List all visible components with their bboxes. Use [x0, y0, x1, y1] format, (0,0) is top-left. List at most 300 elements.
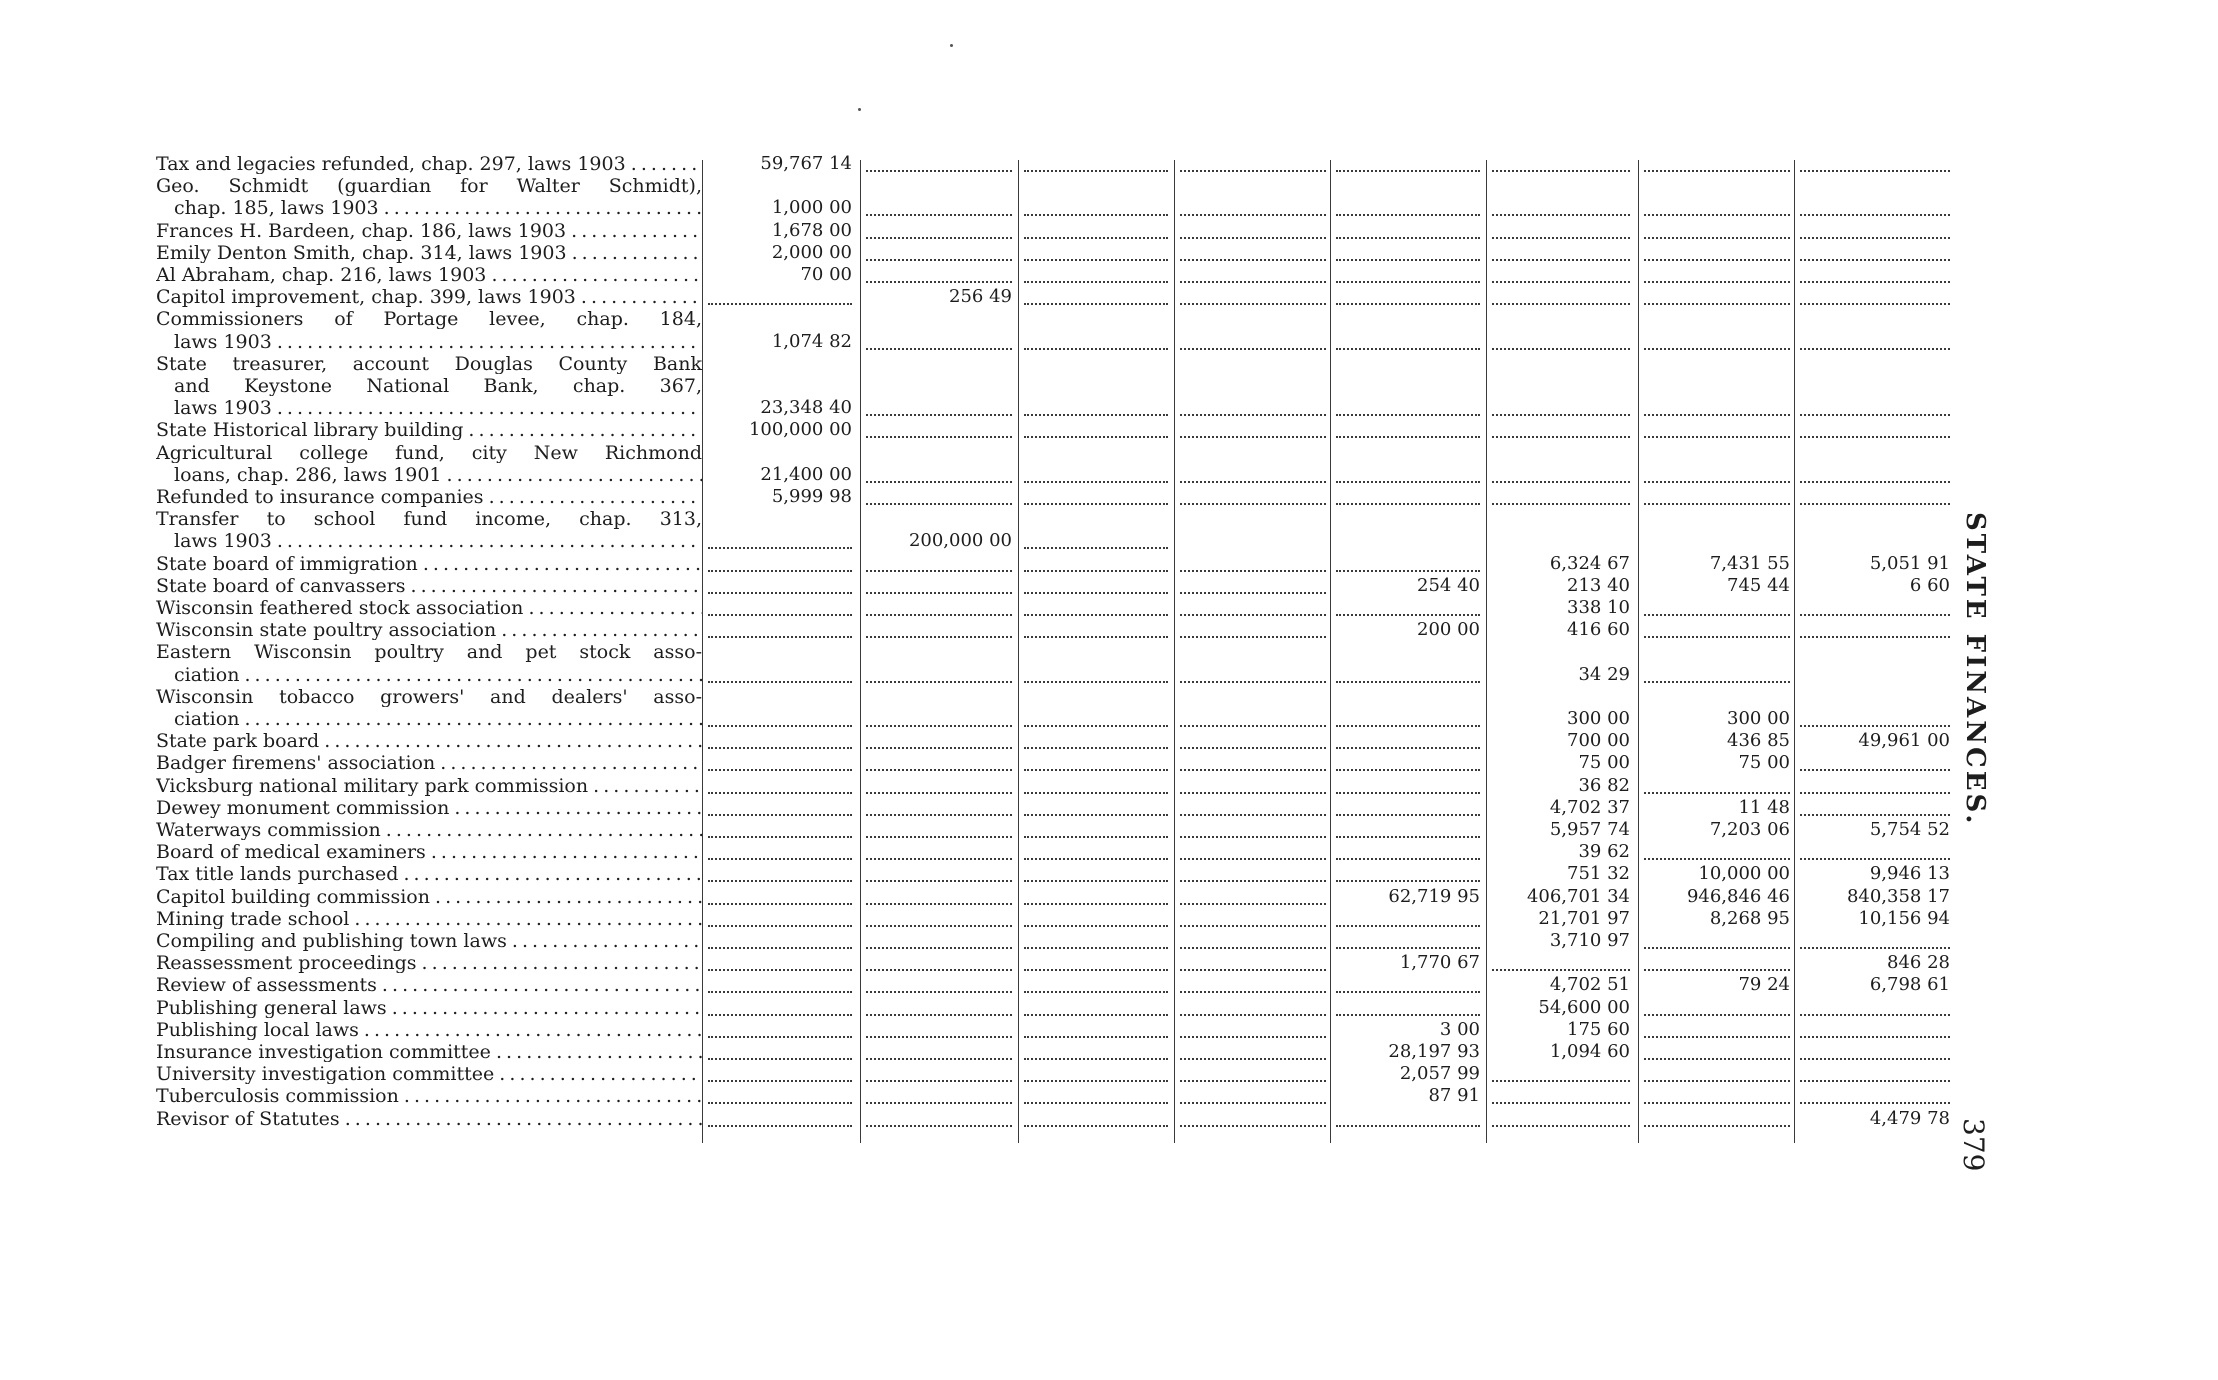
leader-dots: [866, 1070, 1012, 1082]
leader-dots: [1024, 1004, 1168, 1016]
amount-cell: 1,770 67: [1399, 953, 1480, 974]
print-speck: [858, 108, 861, 111]
leader-dots: [708, 759, 852, 771]
row-label: Frances H. Bardeen, chap. 186, laws 1903 . . .: [156, 221, 702, 241]
amount-cell: 200,000 00: [908, 531, 1012, 552]
leader-dots: [1336, 604, 1480, 616]
leader-dots: [708, 671, 852, 683]
leader-dots: [1180, 848, 1326, 860]
ledger-row-line: [0, 1086, 2218, 1106]
leader-dots: [1644, 1070, 1790, 1082]
leader-dots: [1492, 404, 1630, 416]
leader-dots: [1024, 915, 1168, 927]
print-speck: [950, 44, 953, 47]
leader-dots: [1180, 426, 1326, 438]
ledger-row-line: [0, 221, 2218, 241]
ledger-row-line: [0, 1109, 2218, 1129]
amount-cell: 21,701 97: [1538, 908, 1630, 929]
amount-cell: 49,961 00: [1858, 731, 1950, 752]
ledger-row-line: [0, 1020, 2218, 1040]
amount-cell: 21,400 00: [760, 464, 852, 485]
ledger-row-line: [0, 864, 2218, 884]
ledger-row-line: [0, 998, 2218, 1018]
leader-dots: [708, 848, 852, 860]
ledger-row-line: [0, 820, 2218, 840]
amount-cell: 1,094 60: [1549, 1042, 1630, 1062]
leader-dots: [866, 804, 1012, 816]
leader-dots: [1180, 271, 1326, 283]
leader-dots: [1644, 626, 1790, 638]
leader-dots: [1336, 671, 1480, 683]
leader-dots: [1024, 1048, 1168, 1060]
leader-dots: [866, 937, 1012, 949]
amount-cell: 1,678 00: [771, 220, 852, 241]
column-rule: [1794, 160, 1795, 1143]
leader-dots: [1336, 160, 1480, 172]
leader-dots: [1180, 293, 1326, 305]
leader-dots: [1180, 737, 1326, 749]
leader-dots: [1800, 471, 1950, 483]
leader-dots: [708, 1026, 852, 1038]
leader-dots: [708, 826, 852, 838]
amount-cell: 946,846 46: [1686, 886, 1790, 907]
leader-dots: [1336, 560, 1480, 572]
leader-dots: [1180, 937, 1326, 949]
amount-cell: 4,702 37: [1549, 797, 1630, 818]
amount-cell: 4,479 78: [1869, 1108, 1950, 1129]
amount-cell: 8,268 95: [1709, 908, 1790, 929]
row-label: Insurance investigation committee . . .: [156, 1042, 702, 1062]
leader-dots: [1644, 782, 1790, 794]
ledger-row-line: [0, 909, 2218, 929]
row-label: Wisconsin tobacco growers' and dealers' asso-: [156, 686, 702, 707]
leader-dots: [1800, 271, 1950, 283]
leader-dots: [1336, 782, 1480, 794]
leader-dots: [708, 870, 852, 882]
leader-dots: [1180, 893, 1326, 905]
leader-dots: [1024, 1026, 1168, 1038]
leader-dots: [1800, 404, 1950, 416]
leader-dots: [708, 981, 852, 993]
leader-dots: [708, 937, 852, 949]
amount-cell: 34 29: [1578, 664, 1630, 685]
leader-dots: [1024, 249, 1168, 261]
amount-cell: 54,600 00: [1538, 997, 1630, 1018]
leader-dots: [1180, 1070, 1326, 1082]
leader-dots: [1180, 1004, 1326, 1016]
leader-dots: [1180, 782, 1326, 794]
ledger-row-line: [0, 265, 2218, 285]
leader-dots: [1644, 1026, 1790, 1038]
ledger-row-line: [0, 554, 2218, 574]
leader-dots: [708, 1004, 852, 1016]
leader-dots: [1180, 715, 1326, 727]
amount-cell: 6 60: [1909, 575, 1950, 596]
amount-cell: 11 48: [1738, 797, 1790, 818]
amount-cell: 10,156 94: [1858, 908, 1950, 929]
leader-dots: [1336, 293, 1480, 305]
leader-dots: [1024, 804, 1168, 816]
leader-dots: [866, 1004, 1012, 1016]
leader-dots: [1644, 1115, 1790, 1127]
amount-cell: 7,203 06: [1709, 820, 1790, 840]
leader-dots: [1492, 338, 1630, 350]
row-label: laws 1903 . . .: [174, 332, 702, 352]
ledger-row-line: [0, 598, 2218, 618]
leader-dots: [1336, 204, 1480, 216]
leader-dots: [1800, 804, 1950, 816]
amount-cell: 745 44: [1727, 575, 1790, 596]
row-label: Tuberculosis commission . . .: [156, 1086, 702, 1106]
leader-dots: [1644, 293, 1790, 305]
leader-dots: [866, 626, 1012, 638]
row-label: Agricultural college fund, city New Richmond: [156, 442, 702, 463]
leader-dots: [866, 160, 1012, 172]
amount-cell: 2,000 00: [771, 242, 852, 263]
leader-dots: [1800, 1004, 1950, 1016]
leader-dots: [1180, 227, 1326, 239]
amount-cell: 846 28: [1887, 953, 1950, 974]
leader-dots: [866, 1048, 1012, 1060]
ledger-row-line: [0, 975, 2218, 995]
leader-dots: [1336, 227, 1480, 239]
leader-dots: [1492, 271, 1630, 283]
leader-dots: [866, 915, 1012, 927]
leader-dots: [1024, 160, 1168, 172]
leader-dots: [866, 826, 1012, 838]
leader-dots: [1800, 1048, 1950, 1060]
leader-dots: [1024, 560, 1168, 572]
ledger-row-line: [0, 376, 2218, 396]
row-label: ciation . . .: [174, 665, 702, 685]
leader-dots: [1180, 870, 1326, 882]
leader-dots: [1180, 604, 1326, 616]
row-label: Eastern Wisconsin poultry and pet stock asso-: [156, 642, 702, 663]
leader-dots: [1800, 715, 1950, 727]
leader-dots: [1492, 426, 1630, 438]
leader-dots: [866, 204, 1012, 216]
empty-cell: [1644, 531, 1790, 551]
leader-dots: [1800, 937, 1950, 949]
leader-dots: [866, 782, 1012, 794]
leader-dots: [1800, 338, 1950, 350]
row-label: Review of assessments . . .: [156, 975, 702, 995]
leader-dots: [1336, 249, 1480, 261]
row-label: Capitol building commission . . .: [156, 887, 702, 907]
leader-dots: [1492, 1092, 1630, 1104]
leader-dots: [1644, 1004, 1790, 1016]
column-rule: [1018, 160, 1019, 1143]
page-number: 379: [1957, 1118, 1990, 1172]
amount-cell: 751 32: [1567, 864, 1630, 885]
leader-dots: [866, 426, 1012, 438]
leader-dots: [1180, 204, 1326, 216]
leader-dots: [1492, 1070, 1630, 1082]
leader-dots: [1800, 1070, 1950, 1082]
amount-cell: 436 85: [1727, 731, 1790, 752]
amount-cell: 700 00: [1567, 731, 1630, 752]
leader-dots: [708, 626, 852, 638]
amount-cell: 100,000 00: [748, 420, 852, 441]
leader-dots: [1024, 227, 1168, 239]
amount-cell: 39 62: [1578, 842, 1630, 863]
leader-dots: [1800, 782, 1950, 794]
row-label: Wisconsin state poultry association . . .: [156, 620, 702, 640]
column-rule: [702, 160, 703, 1143]
leader-dots: [1492, 493, 1630, 505]
column-rule: [1486, 160, 1487, 1143]
leader-dots: [708, 804, 852, 816]
amount-cell: 256 49: [949, 287, 1012, 308]
ledger-row-line: [0, 509, 2218, 529]
row-label: Compiling and publishing town laws . . .: [156, 931, 702, 951]
ledger-row-line: [0, 776, 2218, 796]
amount-cell: 338 10: [1567, 598, 1630, 618]
leader-dots: [708, 1048, 852, 1060]
leader-dots: [1180, 959, 1326, 971]
leader-dots: [708, 560, 852, 572]
ledger-row-line: [0, 953, 2218, 973]
ledger-row-line: [0, 887, 2218, 907]
leader-dots: [1492, 471, 1630, 483]
leader-dots: [1492, 160, 1630, 172]
amount-cell: 254 40: [1417, 575, 1480, 596]
amount-cell: 1,000 00: [771, 198, 852, 219]
leader-dots: [866, 338, 1012, 350]
amount-cell: 406,701 34: [1526, 886, 1630, 907]
empty-cell: [1180, 531, 1326, 551]
column-rule: [1330, 160, 1331, 1143]
leader-dots: [1180, 804, 1326, 816]
amount-cell: 300 00: [1727, 709, 1790, 729]
leader-dots: [1180, 160, 1326, 172]
leader-dots: [1644, 404, 1790, 416]
leader-dots: [708, 737, 852, 749]
amount-cell: 3,710 97: [1549, 931, 1630, 951]
leader-dots: [866, 493, 1012, 505]
leader-dots: [866, 404, 1012, 416]
leader-dots: [1024, 1115, 1168, 1127]
ledger-row-line: [0, 1042, 2218, 1062]
leader-dots: [866, 981, 1012, 993]
amount-cell: 213 40: [1567, 575, 1630, 596]
leader-dots: [708, 715, 852, 727]
leader-dots: [1644, 227, 1790, 239]
ledger-row-line: [0, 798, 2218, 818]
leader-dots: [1644, 338, 1790, 350]
leader-dots: [866, 560, 1012, 572]
leader-dots: [1180, 1048, 1326, 1060]
row-label: Board of medical examiners . . .: [156, 842, 702, 862]
ledger-row-line: [0, 287, 2218, 307]
row-label: laws 1903 . . .: [174, 398, 702, 418]
leader-dots: [1644, 604, 1790, 616]
leader-dots: [1492, 227, 1630, 239]
empty-cell: [1336, 531, 1480, 551]
leader-dots: [1644, 426, 1790, 438]
leader-dots: [1180, 471, 1326, 483]
row-label: Al Abraham, chap. 216, laws 1903 . . .: [156, 265, 702, 285]
leader-dots: [1024, 426, 1168, 438]
leader-dots: [1024, 293, 1168, 305]
row-label: Tax title lands purchased . . .: [156, 864, 702, 884]
row-label: laws 1903 . . .: [174, 531, 702, 551]
leader-dots: [1024, 848, 1168, 860]
amount-cell: 175 60: [1567, 1019, 1630, 1040]
amount-cell: 6,798 61: [1869, 975, 1950, 996]
leader-dots: [866, 715, 1012, 727]
leader-dots: [1336, 404, 1480, 416]
leader-dots: [1336, 471, 1480, 483]
leader-dots: [708, 604, 852, 616]
row-label: Transfer to school fund income, chap. 313,: [156, 509, 702, 530]
leader-dots: [1336, 848, 1480, 860]
leader-dots: [866, 759, 1012, 771]
row-label: loans, chap. 286, laws 1901 . . .: [174, 465, 702, 485]
leader-dots: [708, 782, 852, 794]
amount-cell: 75 00: [1578, 753, 1630, 774]
leader-dots: [866, 848, 1012, 860]
column-rule: [860, 160, 861, 1143]
row-label: State park board . . .: [156, 731, 702, 751]
ledger-row-line: [0, 931, 2218, 951]
leader-dots: [1024, 937, 1168, 949]
row-label: Vicksburg national military park commission . . .: [156, 776, 702, 796]
amount-cell: 6,324 67: [1549, 553, 1630, 574]
ledger-row-line: [0, 687, 2218, 707]
leader-dots: [1492, 959, 1630, 971]
leader-dots: [1800, 426, 1950, 438]
leader-dots: [1024, 582, 1168, 594]
leader-dots: [1180, 826, 1326, 838]
ledger-row-line: [0, 576, 2218, 596]
amount-cell: 2,057 99: [1399, 1064, 1480, 1085]
leader-dots: [1336, 493, 1480, 505]
leader-dots: [1024, 870, 1168, 882]
amount-cell: 5,999 98: [771, 487, 852, 507]
ledger-row-line: [0, 398, 2218, 418]
amount-cell: 59,767 14: [760, 154, 852, 174]
row-label: chap. 185, laws 1903 . . .: [174, 198, 702, 218]
leader-dots: [1644, 271, 1790, 283]
leader-dots: [1024, 604, 1168, 616]
ledger-row-line: [0, 176, 2218, 196]
ledger-row-line: [0, 443, 2218, 463]
leader-dots: [1800, 227, 1950, 239]
leader-dots: [1336, 1115, 1480, 1127]
leader-dots: [1180, 404, 1326, 416]
leader-dots: [1644, 160, 1790, 172]
leader-dots: [708, 915, 852, 927]
row-label: State treasurer, account Douglas County Bank: [156, 353, 702, 374]
leader-dots: [866, 1026, 1012, 1038]
row-label: ciation . . .: [174, 709, 702, 729]
leader-dots: [1024, 826, 1168, 838]
leader-dots: [708, 1115, 852, 1127]
row-label: Reassessment proceedings . . .: [156, 953, 702, 973]
ledger-row-line: [0, 731, 2218, 751]
leader-dots: [1644, 204, 1790, 216]
leader-dots: [1644, 471, 1790, 483]
empty-cell: [1800, 665, 1950, 685]
row-label: Geo. Schmidt (guardian for Walter Schmidt),: [156, 176, 702, 197]
amount-cell: 5,957 74: [1549, 820, 1630, 840]
leader-dots: [1336, 271, 1480, 283]
leader-dots: [1644, 848, 1790, 860]
leader-dots: [1024, 537, 1168, 549]
leader-dots: [1024, 204, 1168, 216]
leader-dots: [708, 293, 852, 305]
leader-dots: [1492, 293, 1630, 305]
leader-dots: [708, 1070, 852, 1082]
row-label: State board of immigration . . .: [156, 554, 702, 574]
ledger-row-line: [0, 620, 2218, 640]
leader-dots: [1800, 848, 1950, 860]
row-label: Badger firemens' association . . .: [156, 753, 702, 773]
running-head: STATE FINANCES.: [1960, 512, 1990, 827]
row-label: University investigation committee . . .: [156, 1064, 702, 1084]
amount-cell: 840,358 17: [1846, 886, 1950, 907]
amount-cell: 70 00: [800, 265, 852, 285]
ledger-row-line: [0, 753, 2218, 773]
leader-dots: [1024, 271, 1168, 283]
row-label: and Keystone National Bank, chap. 367,: [174, 376, 702, 396]
ledger-row-line: [0, 531, 2218, 551]
leader-dots: [1336, 426, 1480, 438]
ledger-row-line: [0, 842, 2218, 862]
row-label: Commissioners of Portage levee, chap. 184,: [156, 309, 702, 330]
leader-dots: [1180, 582, 1326, 594]
leader-dots: [1180, 671, 1326, 683]
leader-dots: [1024, 737, 1168, 749]
leader-dots: [866, 893, 1012, 905]
ledger-row-line: [0, 154, 2218, 174]
ledger-row-line: [0, 332, 2218, 352]
ledger-row-line: [0, 709, 2218, 729]
leader-dots: [1336, 1004, 1480, 1016]
row-label: Mining trade school . . .: [156, 909, 702, 929]
ledger-row-line: [0, 354, 2218, 374]
leader-dots: [708, 893, 852, 905]
leader-dots: [1024, 981, 1168, 993]
amount-cell: 9,946 13: [1869, 864, 1950, 885]
leader-dots: [1492, 249, 1630, 261]
leader-dots: [866, 1115, 1012, 1127]
amount-cell: 200 00: [1417, 620, 1480, 641]
amount-cell: 5,051 91: [1869, 553, 1950, 574]
leader-dots: [1336, 759, 1480, 771]
leader-dots: [1336, 937, 1480, 949]
leader-dots: [1492, 1115, 1630, 1127]
leader-dots: [1180, 759, 1326, 771]
leader-dots: [1800, 604, 1950, 616]
leader-dots: [1800, 293, 1950, 305]
amount-cell: 7,431 55: [1709, 553, 1790, 574]
leader-dots: [708, 959, 852, 971]
leader-dots: [1800, 1026, 1950, 1038]
leader-dots: [1336, 870, 1480, 882]
leader-dots: [866, 737, 1012, 749]
leader-dots: [1800, 160, 1950, 172]
leader-dots: [1644, 959, 1790, 971]
leader-dots: [1644, 249, 1790, 261]
leader-dots: [1180, 1026, 1326, 1038]
leader-dots: [1492, 204, 1630, 216]
leader-dots: [1800, 759, 1950, 771]
amount-cell: 300 00: [1567, 709, 1630, 729]
row-label: Emily Denton Smith, chap. 314, laws 1903 . . .: [156, 243, 702, 263]
leader-dots: [1024, 893, 1168, 905]
